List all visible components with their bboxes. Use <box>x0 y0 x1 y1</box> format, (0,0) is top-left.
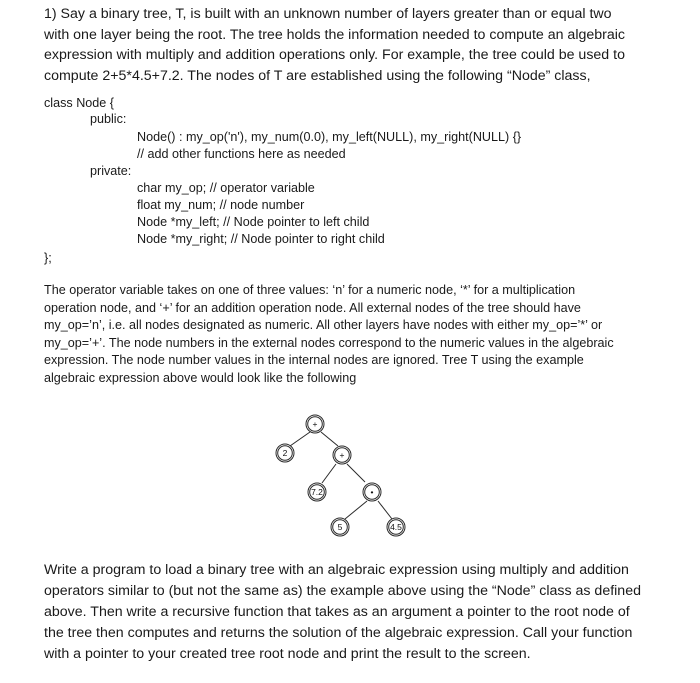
task-line-5: with a pointer to your created tree root node and print the result to the screen. <box>44 646 531 662</box>
tree-node-leaf-2 <box>276 444 294 462</box>
tree-node-leaf-2-label: 2 <box>282 448 288 458</box>
tree-node-leaf-7-2 <box>308 483 326 501</box>
tree-node-root-plus <box>306 415 324 433</box>
code-private-label: private: <box>90 164 132 178</box>
task-line-2: operators similar to (but not the same as) the example above using the “Node” class as defined <box>44 583 641 599</box>
code-field-left: Node *my_left; // Node pointer to left child <box>137 215 370 229</box>
code-field-num: float my_num; // node number <box>137 198 305 212</box>
tree-node-leaf-7-2-label: 7.2 <box>311 487 323 497</box>
explanation-line-5: expression. The node number values in the internal nodes are ignored. Tree T using the example <box>44 353 584 368</box>
intro-line-2: with one layer being the root. The tree holds the information needed to compute an algebraic <box>44 26 626 43</box>
task-line-3: above. Then write a recursive function that takes as an argument a pointer to the root node of <box>44 604 630 620</box>
edge-root-left <box>290 432 310 446</box>
edge-mult-left <box>345 501 367 519</box>
tree-node-leaf-4-5 <box>387 518 405 536</box>
tree-node-inner-plus-label: + <box>339 450 345 460</box>
code-close: }; <box>44 251 52 265</box>
tree-node-inner-plus <box>333 446 351 464</box>
edge-root-right <box>321 432 338 446</box>
edge-plus-left <box>322 464 336 483</box>
explanation-line-4: my_op=’+’. The node numbers in the external nodes correspond to the numeric values in the algebraic <box>44 335 614 350</box>
code-field-right: Node *my_right; // Node pointer to right child <box>137 232 385 246</box>
code-constructor: Node() : my_op('n'), my_num(0.0), my_left(NULL), my_right(NULL) {} <box>137 130 522 144</box>
task-line-4: the tree then computes and returns the solution of the algebraic expression. Call your function <box>44 625 633 641</box>
explanation-line-6: algebraic expression above would look like the following <box>44 371 357 385</box>
code-comment: // add other functions here as needed <box>137 147 346 161</box>
intro-line-3: expression with multiply and addition operations only. For example, the tree could be used to <box>44 47 625 63</box>
task-line-1: Write a program to load a binary tree with an algebraic expression using multiply and addition <box>44 562 629 578</box>
intro-line-1: 1) Say a binary tree, T, is built with an unknown number of layers greater than or equal two <box>44 6 612 22</box>
tree-node-leaf-4-5-label: 4.5 <box>390 522 402 532</box>
explanation-line-1: The operator variable takes on one of three values: ‘n’ for a numeric node, ‘*’ for a multiplication <box>44 283 576 297</box>
code-field-op: char my_op; // operator variable <box>137 181 315 195</box>
code-public-label: public: <box>90 112 127 126</box>
tree-node-multiply-label: • <box>370 487 374 497</box>
tree-node-multiply <box>363 483 381 501</box>
edge-plus-right <box>347 464 365 482</box>
intro-line-4: compute 2+5*4.5+7.2. The nodes of T are established using the following “Node” class, <box>44 67 591 84</box>
tree-node-leaf-5-label: 5 <box>337 522 343 532</box>
edge-mult-right <box>378 501 392 519</box>
explanation-line-3: my_op=’n’, i.e. all nodes designated as numeric. All other layers have nodes with either my_op=’*’ or <box>44 318 603 333</box>
code-class-decl: class Node { <box>44 96 115 110</box>
tree-node-root-label: + <box>312 419 318 429</box>
explanation-line-2: operation node, and ‘+’ for an addition operation node. All external nodes of the tree should have <box>44 300 581 315</box>
tree-node-leaf-5 <box>331 518 349 536</box>
